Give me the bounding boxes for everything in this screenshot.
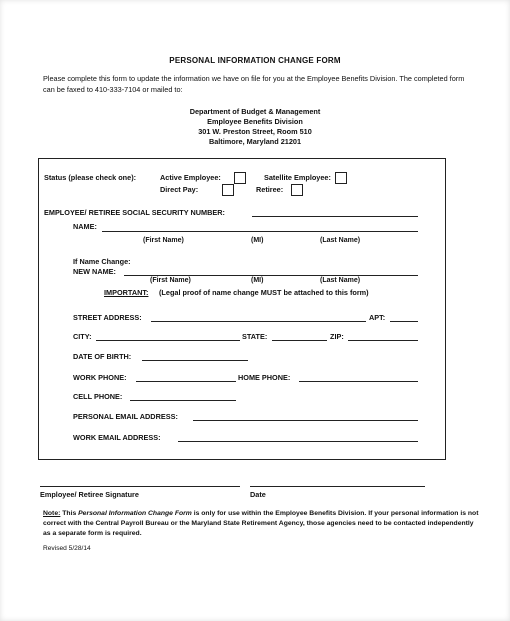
zip-field[interactable] (348, 340, 418, 341)
mi-caption: (MI) (251, 237, 264, 244)
cell-phone-label: CELL PHONE: (73, 392, 123, 401)
work-phone-field[interactable] (136, 381, 236, 382)
new-name-field[interactable] (124, 275, 418, 276)
important-label: IMPORTANT: (104, 288, 149, 297)
ssn-label: EMPLOYEE/ RETIREE SOCIAL SECURITY NUMBER: (44, 208, 225, 217)
last-name-caption: (Last Name) (320, 237, 361, 244)
retiree-label: Retiree: (256, 185, 284, 194)
city-field[interactable] (96, 340, 240, 341)
zip-label: ZIP: (330, 332, 344, 341)
state-field[interactable] (272, 340, 327, 341)
active-employee-label: Active Employee: (160, 173, 221, 182)
signature-label: Employee/ Retiree Signature (40, 490, 139, 499)
dob-field[interactable] (142, 360, 248, 361)
status-label: Status (please check one): (44, 173, 137, 182)
satellite-employee-checkbox[interactable] (335, 172, 347, 184)
city-label: CITY: (73, 332, 92, 341)
direct-pay-checkbox[interactable] (222, 184, 234, 196)
note-label: Note: (43, 510, 61, 517)
direct-pay-label: Direct Pay: (160, 185, 199, 194)
address-line-1: Department of Budget & Management (189, 107, 321, 116)
home-phone-field[interactable] (299, 381, 418, 382)
note-paragraph (43, 509, 483, 539)
work-phone-label: WORK PHONE: (73, 373, 127, 382)
new-first-name-caption: (First Name) (150, 277, 191, 284)
cell-phone-field[interactable] (130, 400, 236, 401)
revised-date: Revised 5/28/14 (43, 545, 91, 552)
state-label: STATE: (242, 332, 268, 341)
note-pre: This (62, 510, 77, 517)
satellite-employee-label: Satellite Employee: (264, 173, 331, 182)
date-label: Date (250, 490, 266, 499)
note-form-name: Personal Information Change Form (78, 510, 192, 517)
intro-text: Please complete this form to update the information we have on file for you at the Employee Benefits Division. The completed form can be faxed to 410-333-7104 or mailed to: (43, 74, 465, 94)
important-text: (Legal proof of name change MUST be attached to this form) (159, 288, 369, 297)
name-label: NAME: (73, 222, 97, 231)
new-name-label: NEW NAME: (73, 267, 116, 276)
note-text: is only for use within the Employee Benefits Division. If your personal information is not correct with the Central Payroll Bureau or the Maryland State Retirement Agency, those agencies need to be contacted independently as a separate form is required. (43, 510, 479, 537)
signature-field[interactable] (40, 486, 240, 487)
form-title: PERSONAL INFORMATION CHANGE FORM (169, 56, 341, 65)
ssn-field[interactable] (252, 216, 418, 217)
personal-email-field[interactable] (193, 420, 418, 421)
personal-email-label: PERSONAL EMAIL ADDRESS: (73, 412, 178, 421)
address-line-4: Baltimore, Maryland 21201 (208, 137, 302, 146)
apt-label: APT: (369, 313, 386, 322)
street-address-label: STREET ADDRESS: (73, 313, 142, 322)
home-phone-label: HOME PHONE: (238, 373, 291, 382)
first-name-caption: (First Name) (143, 237, 184, 244)
apt-field[interactable] (390, 321, 418, 322)
dob-label: DATE OF BIRTH: (73, 352, 132, 361)
work-email-label: WORK EMAIL ADDRESS: (73, 433, 161, 442)
active-employee-checkbox[interactable] (234, 172, 246, 184)
date-field[interactable] (250, 486, 425, 487)
street-address-field[interactable] (151, 321, 366, 322)
name-field[interactable] (102, 231, 418, 232)
address-line-2: Employee Benefits Division (207, 117, 303, 126)
if-name-change-label: If Name Change: (73, 257, 131, 266)
work-email-field[interactable] (178, 441, 418, 442)
retiree-checkbox[interactable] (291, 184, 303, 196)
new-last-name-caption: (Last Name) (320, 277, 361, 284)
address-line-3: 301 W. Preston Street, Room 510 (198, 127, 312, 136)
new-mi-caption: (MI) (251, 277, 264, 284)
